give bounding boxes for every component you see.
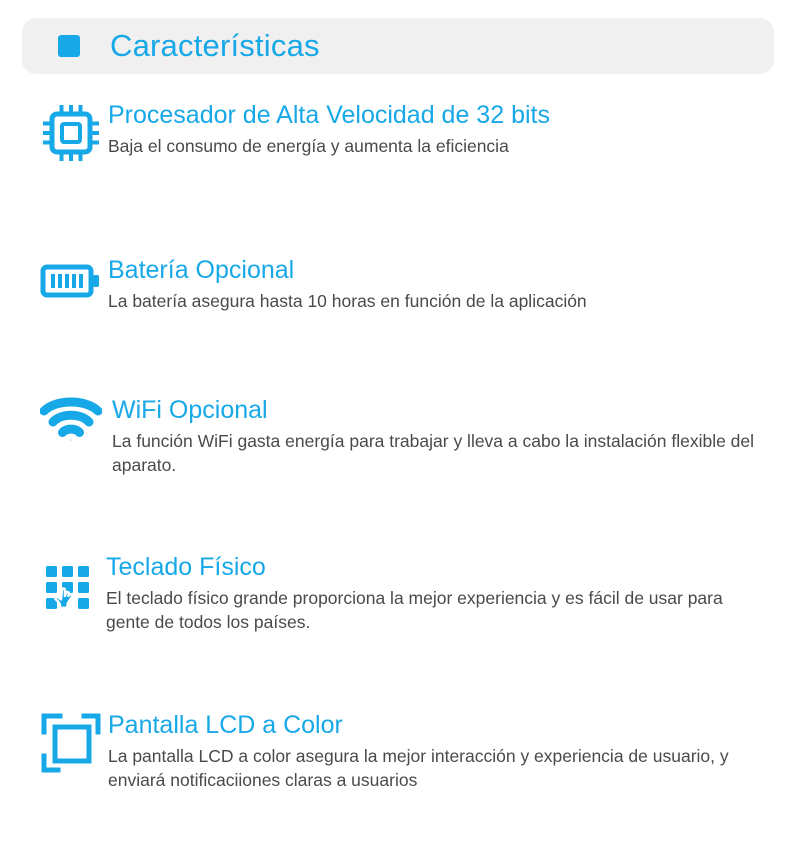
feature-text bbox=[108, 255, 774, 313]
feature-text bbox=[108, 710, 774, 792]
feature-description: La función WiFi gasta energía para trabajar y lleva a cabo la instalación flexible del aparato. bbox=[112, 431, 755, 475]
feature-description: La batería asegura hasta 10 horas en función de la aplicación bbox=[108, 291, 587, 311]
feature-title: Teclado Físico bbox=[106, 553, 266, 581]
feature-description: La pantalla LCD a color asegura la mejor interacción y experiencia de usuario, y enviará notificaciiones claras a usuarios bbox=[108, 746, 729, 790]
feature-description: Baja el consumo de energía y aumenta la eficiencia bbox=[108, 136, 509, 156]
feature-text bbox=[108, 100, 774, 158]
feature-item bbox=[34, 710, 774, 792]
feature-item bbox=[34, 255, 774, 313]
keyboard-icon bbox=[32, 552, 106, 616]
wifi-icon bbox=[34, 395, 108, 445]
cpu-chip-icon bbox=[34, 100, 108, 164]
battery-icon bbox=[34, 255, 108, 303]
feature-text bbox=[108, 395, 774, 477]
feature-title: Pantalla LCD a Color bbox=[108, 711, 343, 739]
feature-title: Procesador de Alta Velocidad de 32 bits bbox=[108, 101, 550, 129]
feature-item bbox=[34, 395, 774, 477]
filled-square-icon bbox=[58, 35, 80, 57]
features-header bbox=[22, 18, 774, 74]
page-title: Características bbox=[110, 28, 320, 63]
feature-title: Batería Opcional bbox=[108, 256, 295, 284]
lcd-screen-icon bbox=[34, 710, 108, 774]
feature-item bbox=[32, 552, 772, 634]
feature-title: WiFi Opcional bbox=[112, 396, 268, 424]
feature-description: El teclado físico grande proporciona la mejor experiencia y es fácil de usar para gente de todos los países. bbox=[106, 588, 723, 632]
feature-item bbox=[34, 100, 774, 164]
feature-text bbox=[106, 552, 772, 634]
